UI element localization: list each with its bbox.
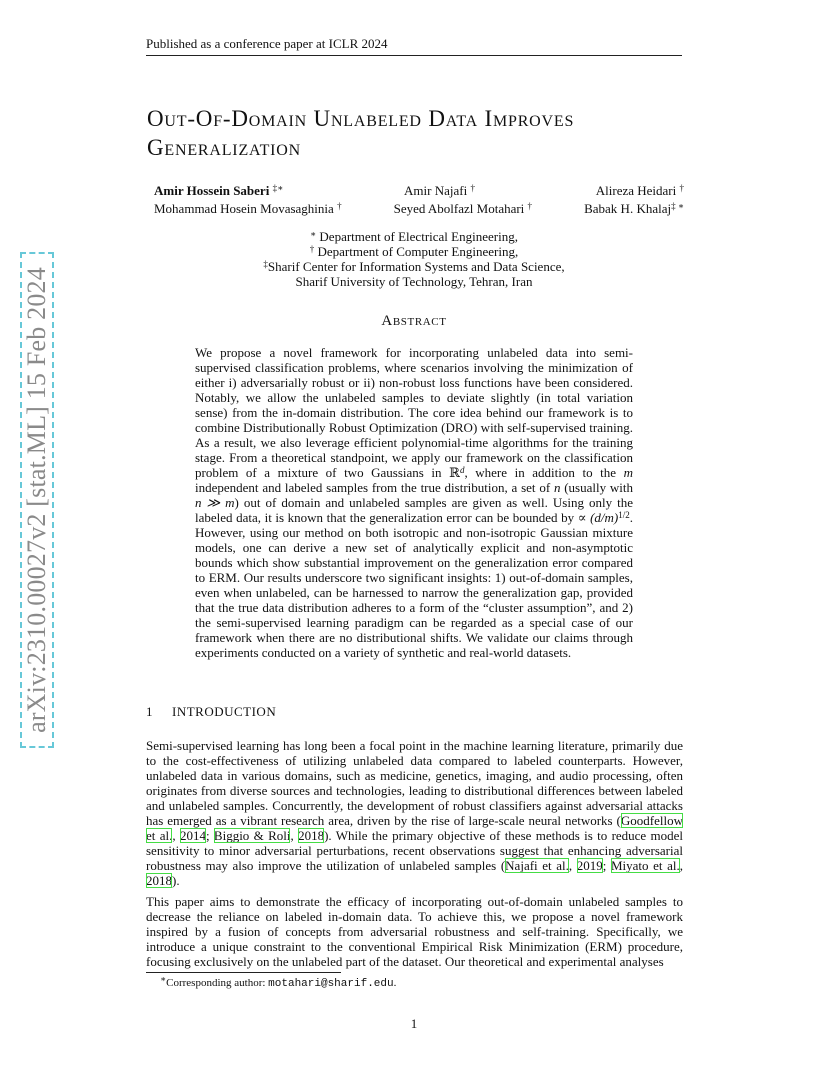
citation-link[interactable]: 2014: [179, 828, 206, 843]
citation-link[interactable]: 2019: [576, 858, 603, 873]
section-heading-introduction: [146, 704, 276, 720]
author-block: [154, 182, 684, 218]
citation-link[interactable]: Biggio & Roli: [213, 828, 291, 843]
title-line-1: Out-Of-Domain Unlabeled Data Improves: [147, 106, 575, 131]
citation-link[interactable]: Goodfellow et al.: [146, 813, 683, 843]
citation-link[interactable]: Miyato et al.: [610, 858, 680, 873]
author: Amir Hossein Saberi ‡∗: [154, 183, 284, 198]
footnote-rule: [146, 972, 341, 973]
email-link[interactable]: motahari@sharif.edu: [268, 978, 394, 990]
abstract-text: We propose a novel framework for incorporating unlabeled data into semi-supervised classification problems, where scenarios involving the minimization of either i) adversarially robust or ii) non-robust loss functions have been considered. Notably, we allow the unlabeled samples to deviate slightly (in total variation sense) from the in-domain distribution. The core idea behind our framework is to combine Distributionally Robust Optimization (DRO) with self-supervised training. As a result, we also leverage efficient polynomial-time algorithms for the training stage. From a theoretical standpoint, we apply our framework on the classification problem of a mixture of two Gaussians in ℝ$^d$, where in addition to the m independent and labeled samples from the true distribution, a set of n (usually with n ≫ m) out of domain and unlabeled samples are given as well. Using only the labeled data, it is known that the generalization error can be bounded by ∝ $(d/m)^{1/2}$. However, using our method on both isotropic and non-isotropic Gaussian mixture models, one can derive a new set of analytically explicit and non-asymptotic bounds which show substantial improvement on the generalization error compared to ERM. Our results underscore two significant insights: 1) out-of-domain samples, even when unlabeled, can be harnessed to narrow the generalization gap, provided that the true data distribution adheres to a form of the “cluster assumption”, and 2) the semi-supervised learning paradigm can be regarded as a special case of our framework when there are no distributional shifts. We validate our claims through experiments conducted on a variety of synthetic and real-world datasets.: [195, 345, 634, 660]
affiliation-line: ‡Sharif Center for Information Systems and Data Science,: [263, 259, 565, 274]
abstract-heading: Abstract: [381, 313, 447, 329]
author-row-2: [154, 200, 684, 218]
author: Alireza Heidari †: [595, 183, 684, 198]
arxiv-identifier-text: arXiv:2310.00027v2 [stat.ML] 15 Feb 2024: [22, 267, 51, 733]
page-number: 1: [410, 1016, 418, 1031]
author: Mohammad Hosein Movasaghinia †: [154, 201, 342, 216]
title-line-2: Generalization: [147, 135, 302, 160]
section-number: 1: [146, 704, 153, 719]
arxiv-identifier-stamp[interactable]: [20, 252, 54, 748]
author: Babak H. Khalaj‡ ∗: [584, 201, 684, 216]
author-row-1: [154, 182, 684, 200]
intro-paragraph-1: Semi-supervised learning has long been a focal point in the machine learning literature, primarily due to the cost-effectiveness of utilizing unlabeled data compared to labeled counterparts. However, unlabeled data in various domains, such as medicine, genetics, imaging, and audio processing, often originates from diverse sources and technologies, leading to distributional differences between labeled and unlabeled samples. Concurrently, the development of robust classifiers against adversarial attacks has emerged as a vibrant research area, driven by the rise of large-scale neural networks (Goodfellow et al., 2014; Biggio & Roli, 2018). While the primary objective of these methods is to reduce model sensitivity to minor adversarial perturbations, recent observations suggest that enhancing adversarial robustness may also improve the utilization of unlabeled samples (Najafi et al., 2019; Miyato et al., 2018).: [146, 738, 684, 888]
citation-link[interactable]: 2018: [146, 873, 172, 888]
affiliation-line: † Department of Computer Engineering,: [309, 244, 519, 259]
affiliation-line: Sharif University of Technology, Tehran, Iran: [295, 274, 533, 289]
author: Amir Najafi †: [404, 183, 475, 198]
citation-link[interactable]: 2018: [298, 828, 325, 843]
paper-title: [147, 104, 707, 162]
citation-link[interactable]: Najafi et al.: [505, 858, 569, 873]
affiliations: [146, 229, 682, 289]
author: Seyed Abolfazl Motahari †: [393, 201, 533, 216]
running-header: Published as a conference paper at ICLR 2024: [146, 36, 682, 56]
affiliation-line: ∗ Department of Electrical Engineering,: [310, 229, 518, 244]
intro-paragraph-2: This paper aims to demonstrate the efficacy of incorporating out-of-domain unlabeled samples to decrease the reliance on labeled in-domain data. To achieve this, we propose a novel framework inspired by a fusion of concepts from adversarial robustness and self-training. Specifically, we introduce a unique constraint to the conventional Empirical Risk Minimization (ERM) procedure, focusing exclusively on the unlabeled part of the dataset. Our theoretical and experimental analyses: [146, 894, 683, 969]
section-title: INTRODUCTION: [172, 704, 277, 719]
footnote: ∗Corresponding author: motahari@sharif.edu.: [160, 974, 397, 990]
